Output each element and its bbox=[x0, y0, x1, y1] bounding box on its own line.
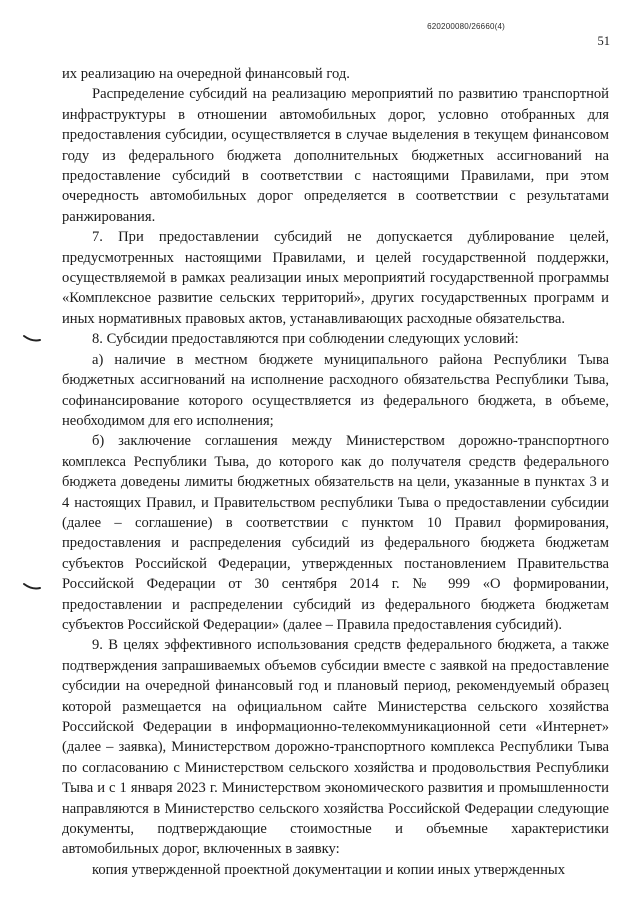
paragraph-item-8: 8. Субсидии предоставляются при соблюдении следующих условий: bbox=[92, 331, 519, 348]
margin-mark-icon bbox=[22, 334, 42, 344]
paragraph-item-8b: б) заключение соглашения между Министерством дорожно-транспортного комплекса Республики Тыва, до которого как до получателя средств федерального бюджета доведены лимиты бюджетных обязательств на цели, указанные в пунктах 3 и 4 настоящих Правил, и Правительством республики Тыва о предоставлении субсидии (далее – соглашение) в соответствии с пунктом 10 Правил формирования, предоставления и распределения субсидий из федерального бюджета бюджетам субъектов Российской Федерации, утвержденных постановлением Правительства Российской Федерации от 30 сентября 2014 г. № 999 «О формировании, предоставлении и распределении субсидий из федерального бюджета бюджетам субъектов Российской Федерации» (далее – Правила предоставления субсидий). bbox=[62, 433, 609, 633]
document-code: 620200080/26660(4) bbox=[427, 22, 505, 31]
paragraph-continuation: их реализацию на очередной финансовый год. bbox=[62, 66, 350, 82]
paragraph-subsidy-distribution: Распределение субсидий на реализацию мероприятий по развитию транспортной инфраструктуры в отношении автомобильных дорог, условно отобранных для предоставления субсидии, осуществляется в случае выделения в текущем финансовом году из федерального бюджета дополнительных бюджетных ассигнований на предоставление субсидий в соответствии с настоящими Правилами, при этом очередность автомобильных дорог определяется в соответствии с результатами ранжирования. bbox=[62, 86, 609, 225]
paragraph-item-7: 7. При предоставлении субсидий не допускается дублирование целей, предусмотренных настоящими Правилами, и целей государственной поддержки, осуществляемой в рамках реализации иных мероприятий государственной программы «Комплексное развитие сельских территорий», других государственных программ и иных нормативных правовых актов, устанавливающих расходные обязательства. bbox=[62, 229, 609, 327]
margin-mark-icon bbox=[22, 582, 42, 592]
paragraph-item-9: 9. В целях эффективного использования средств федерального бюджета, а также подтверждения запрашиваемых объемов субсидии вместе с заявкой на предоставление субсидии на очередной финансовый год и плановый период, рекомендуемый образец которой размещается на официальном сайте Министерства сельского хозяйства Российской Федерации в информационно-телекоммуникационной сети «Интернет» (далее – заявка), Министерством дорожно-транспортного комплекса Республики Тыва по согласованию с Министерством сельского хозяйства и продовольствия Республики Тыва и с 1 января 2023 г. Министерством экономического развития и промышленности направляются в Министерство сельского хозяйства Российской Федерации следующие документы, подтверждающие стоимостные и объемные характеристики автомобильных дорог, включенных в заявку: bbox=[62, 637, 609, 858]
document-body bbox=[62, 64, 609, 880]
paragraph-item-8a: а) наличие в местном бюджете муниципального района Республики Тыва бюджетных ассигнований на исполнение расходного обязательства Республики Тыва, софинансирование которого осуществляется из федерального бюджета, в объеме, необходимом для его исполнения; bbox=[62, 351, 609, 429]
paragraph-documents-list: копия утвержденной проектной документации и копии иных утвержденных bbox=[92, 861, 565, 878]
page-number: 51 bbox=[597, 34, 610, 48]
